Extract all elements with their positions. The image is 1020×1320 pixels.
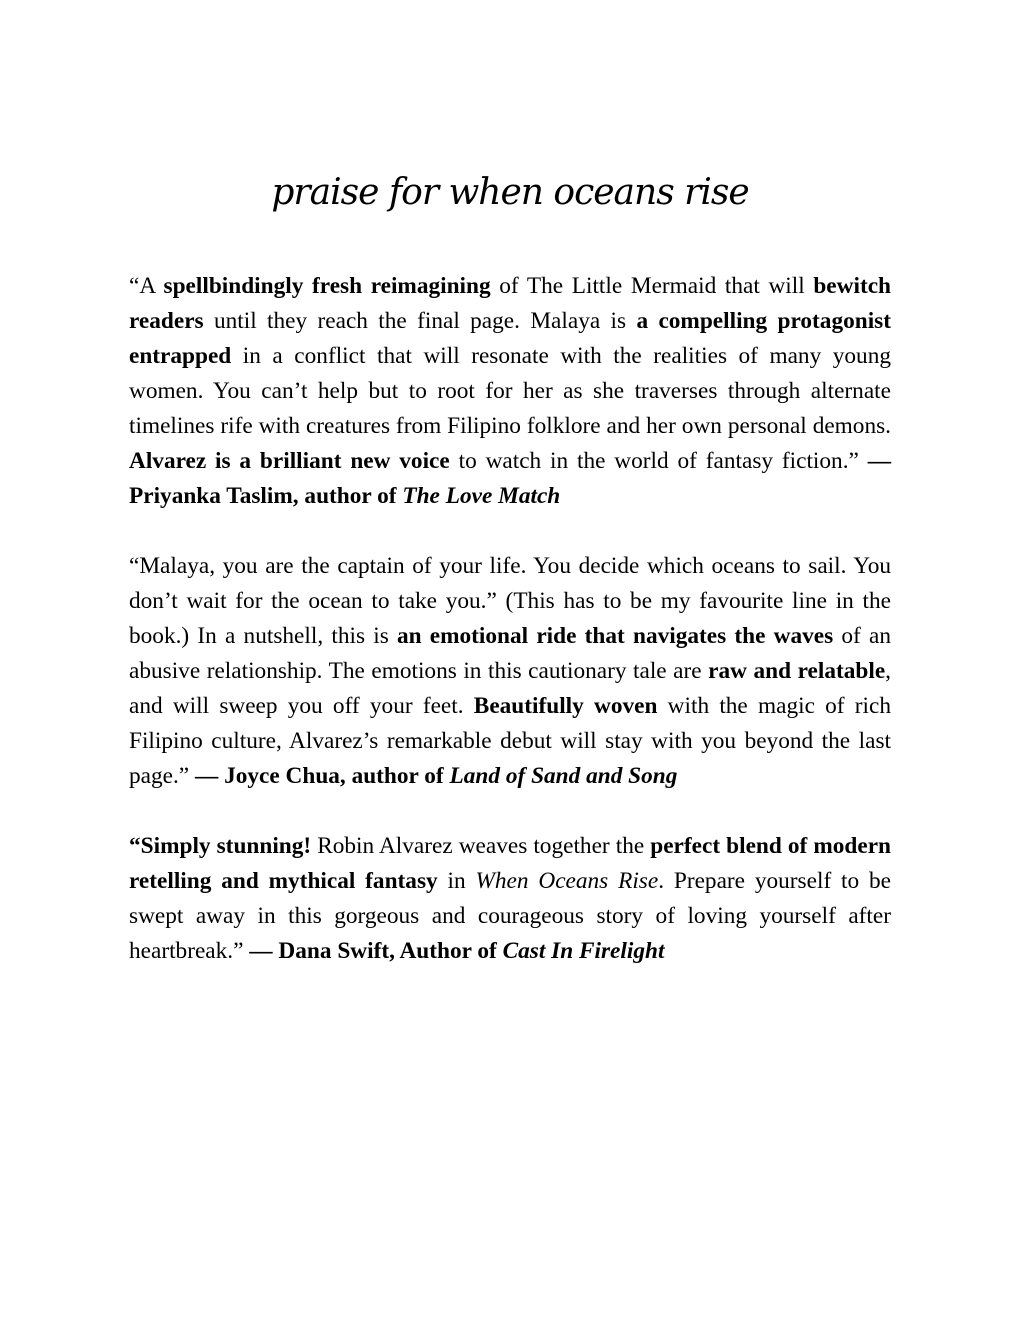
review-book-title: When Oceans Rise bbox=[475, 868, 659, 894]
review-text: “A bbox=[129, 273, 164, 299]
review-attribution: — Priyanka Taslim, author of bbox=[129, 448, 892, 509]
review-text: until they reach the final page. Malaya is bbox=[203, 308, 637, 334]
review-highlight: raw and relatable bbox=[708, 658, 886, 684]
review-text: of The Little Mermaid that will bbox=[490, 273, 814, 299]
review-text: of an abusive relationship. The emotions in this cautionary tale are bbox=[129, 623, 891, 684]
review-text: in a conflict that will resonate with the realities of many young women. You can’t help but to root for her as she traverses through alternate timelines rife with creatures from Filipino folklore and her own personal demons. bbox=[129, 343, 891, 439]
review-text: “Malaya, you are the captain of your life. You decide which oceans to sail. You don’t wait for the ocean to take you.” (This has to be my favourite line in the book.) In a nutshell, this is bbox=[129, 553, 891, 649]
review-attribution: — Joyce Chua, author of bbox=[194, 763, 450, 789]
review-book-title: The Love Match bbox=[402, 483, 561, 509]
review-book-title: Land of Sand and Song bbox=[449, 763, 678, 789]
praise-content bbox=[129, 269, 891, 1004]
review-highlight: Beautifully woven bbox=[473, 693, 658, 719]
review-text: , and will sweep you off your feet. bbox=[129, 658, 891, 719]
review-text: with the magic of rich Filipino culture, Alvarez’s remarkable debut will stay with you beyond the last page.” bbox=[129, 693, 891, 789]
review-highlight: an emotional ride that navigates the waves bbox=[396, 623, 834, 649]
review-paragraph bbox=[129, 269, 891, 514]
review-highlight: spellbindingly fresh reimagining bbox=[163, 273, 491, 299]
review-book-title: Cast In Firelight bbox=[502, 938, 665, 964]
review-highlight: “Simply stunning! bbox=[129, 833, 312, 859]
review-paragraph bbox=[129, 829, 891, 969]
review-highlight: Alvarez is a brilliant new voice bbox=[129, 448, 450, 474]
review-text: . Prepare yourself to be swept away in this gorgeous and courageous story of loving yourself after heartbreak.” bbox=[129, 868, 891, 964]
review-highlight: bewitch readers bbox=[129, 273, 891, 334]
review-text: Robin Alvarez weaves together the bbox=[311, 833, 651, 859]
review-text: to watch in the world of fantasy fiction.” bbox=[449, 448, 868, 474]
review-attribution: — Dana Swift, Author of bbox=[249, 938, 503, 964]
page-title: praise for when oceans rise bbox=[271, 172, 749, 213]
review-highlight: a compelling protagonist entrapped bbox=[129, 308, 891, 369]
review-paragraph bbox=[129, 549, 891, 794]
review-text: in bbox=[437, 868, 476, 894]
review-highlight: perfect blend of modern retelling and mythical fantasy bbox=[129, 833, 891, 894]
